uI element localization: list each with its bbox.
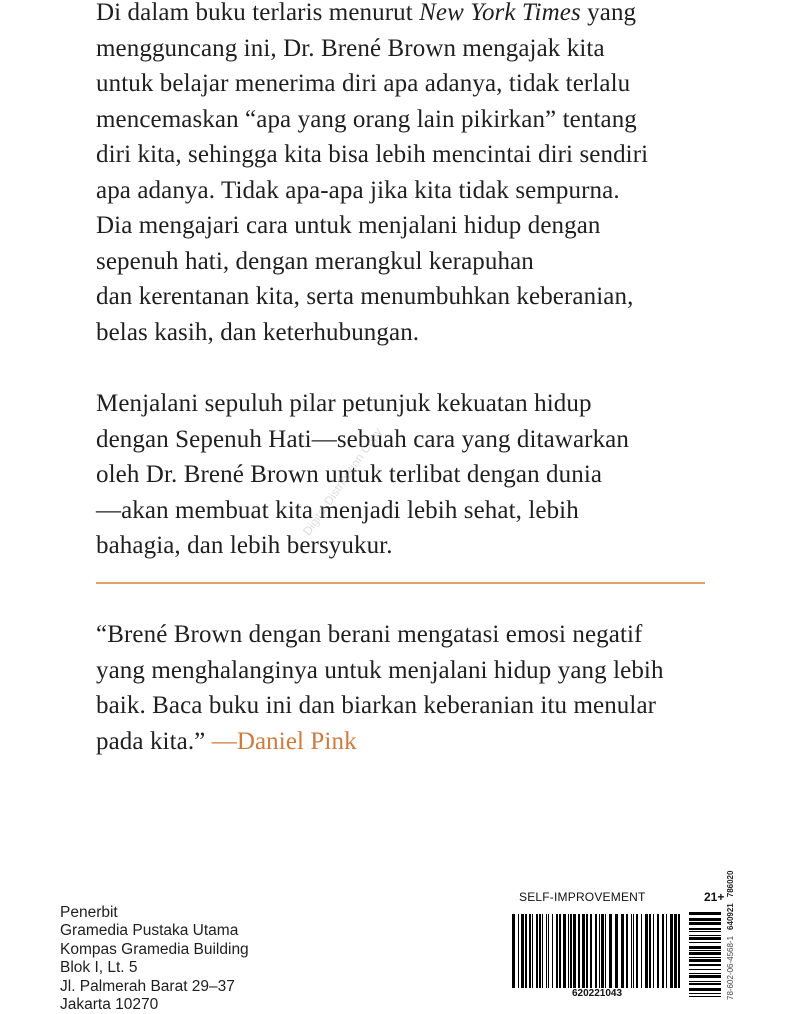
text-line: sepenuh hati, dengan merangkul kerapuhan: [96, 247, 534, 275]
barcode-bar: [689, 988, 721, 991]
barcode-bar: [666, 914, 667, 990]
barcode-bar: [649, 914, 651, 990]
description-paragraph-1: [96, 0, 648, 350]
barcode-bar: [586, 914, 588, 990]
barcode-bar: [636, 914, 638, 990]
barcode-bar: [689, 946, 721, 949]
barcode-bar: [645, 914, 648, 990]
text-line: mengguncang ini, Dr. Brené Brown mengajak kita: [96, 34, 605, 62]
barcode-bar: [662, 914, 664, 990]
text-line: dan kerentanan kita, serta menumbuhkan keberanian,: [96, 283, 634, 310]
barcode-bar: [689, 950, 721, 951]
barcode-bar: [689, 957, 721, 958]
barcode-bar: [548, 914, 549, 990]
divider-rule: [96, 582, 705, 584]
quote-line: yang menghalanginya untuk menjalani hidup yang lebih: [96, 656, 664, 684]
barcode-bar: [573, 914, 576, 990]
barcode-bar: [570, 914, 572, 990]
publisher-label: Penerbit: [60, 904, 118, 921]
text-line: —akan membuat kita menjadi lebih sehat, lebih: [96, 496, 579, 524]
barcode-bar: [689, 928, 721, 930]
text-line: Di dalam buku terlaris menurut New York Times yang: [96, 0, 637, 26]
barcode-bar: [590, 914, 592, 990]
barcode-bar: [568, 914, 569, 990]
barcode-bar: [563, 914, 566, 990]
barcode-bar: [689, 983, 721, 985]
barcode-bar: [678, 914, 680, 990]
publisher-info: [60, 904, 249, 1014]
barcode-bar: [595, 914, 597, 990]
text-line: bahagia, dan lebih bersyukur.: [96, 532, 393, 559]
barcode-number: 620221043: [510, 988, 684, 999]
barcode-bar: [559, 914, 561, 990]
barcode-bar: [689, 981, 721, 982]
barcode-bar: [641, 914, 642, 990]
barcode-bar: [689, 922, 721, 925]
barcode-bar: [653, 914, 654, 990]
barcode-bar: [512, 914, 515, 990]
barcode-bar: [601, 914, 604, 990]
side-code-middle: 640921: [726, 903, 735, 930]
watermark: Digital Distribution Copy: [300, 425, 385, 539]
text-line: Menjalani sepuluh pilar petunjuk kekuatan hidup: [96, 390, 592, 417]
quote-attribution: —Daniel Pink: [211, 727, 357, 755]
barcode-bar: [670, 914, 673, 990]
endorsement-quote: [96, 617, 664, 759]
barcode-bar: [689, 952, 721, 955]
barcode-bar: [546, 914, 547, 990]
barcode-bar: [633, 914, 634, 990]
barcode-bar: [578, 914, 580, 990]
barcode-bar: [521, 914, 524, 990]
barcode-bar: [621, 914, 624, 990]
barcode-bar: [552, 914, 553, 990]
quote-line: pada kita.” —Daniel Pink: [96, 727, 357, 755]
barcode-bar: [582, 914, 585, 990]
barcode-bar: [674, 914, 677, 990]
barcode-bar: [689, 942, 721, 943]
barcode-bar: [689, 996, 721, 997]
barcode-bar: [689, 964, 721, 966]
barcode-bar: [689, 959, 721, 962]
text-line: dengan Sepenuh Hati—sebuah cara yang ditawarkan: [96, 425, 629, 453]
barcode-bar: [529, 914, 531, 990]
barcode-bar: [689, 937, 721, 940]
barcode-bar: [689, 918, 721, 921]
barcode-bar: [631, 914, 632, 990]
barcode-bar: [689, 912, 721, 915]
text-line: diri kita, sehingga kita bisa lebih mencintai diri sendiri: [96, 141, 649, 168]
text-line: oleh Dr. Brené Brown untuk terlibat dengan dunia: [96, 461, 603, 488]
newspaper-title: New York Times: [419, 0, 581, 26]
barcode-bar: [689, 973, 721, 974]
barcode-bar: [539, 914, 541, 990]
publisher-street: Jl. Palmerah Barat 29–37: [60, 977, 235, 995]
barcode-bar: [689, 969, 721, 970]
genre-label: SELF-IMPROVEMENT: [519, 890, 646, 904]
text-line: belas kasih, dan keterhubungan.: [96, 318, 420, 346]
text-line: untuk belajar menerima diri apa adanya, tidak terlalu: [96, 70, 631, 97]
barcode-bar: [556, 914, 558, 990]
publisher-block: Blok I, Lt. 5: [60, 959, 138, 977]
publisher-name: Gramedia Pustaka Utama: [60, 922, 239, 940]
barcode-bar: [532, 914, 533, 990]
barcode-main: [510, 914, 684, 990]
barcode-bar: [689, 993, 721, 994]
barcode-bar: [599, 914, 600, 990]
age-rating: 21+: [704, 890, 725, 904]
side-code-bottom: 78-602-06-4568-1: [726, 935, 735, 1000]
barcode-bar: [615, 914, 618, 990]
description-paragraph-2: [96, 386, 629, 564]
quote-line: baik. Baca buku ini dan biarkan keberanian itu menular: [96, 692, 657, 719]
publisher-city: Jakarta 10270: [60, 996, 159, 1014]
barcode-bar: [689, 931, 721, 932]
barcode-bar: [609, 914, 612, 990]
barcode-bar: [518, 914, 519, 990]
quote-line: “Brené Brown dengan berani mengatasi emosi negatif: [96, 621, 643, 648]
isbn-side-text: [726, 871, 735, 1000]
text-line: mencemaskan “apa yang orang lain pikirkan” tentang: [96, 105, 637, 133]
barcode-side: [689, 910, 721, 1000]
barcode-bar: [626, 914, 628, 990]
barcode-bar: [536, 914, 538, 990]
barcode-bar: [605, 914, 606, 990]
barcode-bar: [525, 914, 527, 990]
barcode-bar: [689, 935, 721, 936]
side-code-top: 786020: [726, 870, 735, 898]
barcode-bar: [657, 914, 659, 990]
barcode-bar: [542, 914, 543, 990]
text-line: apa adanya. Tidak apa-apa jika kita tidak sempurna.: [96, 176, 620, 204]
barcode-bar: [689, 975, 721, 978]
publisher-building: Kompas Gramedia Building: [60, 940, 249, 958]
text-line: Dia mengajari cara untuk menjalani hidup dengan: [96, 212, 601, 239]
